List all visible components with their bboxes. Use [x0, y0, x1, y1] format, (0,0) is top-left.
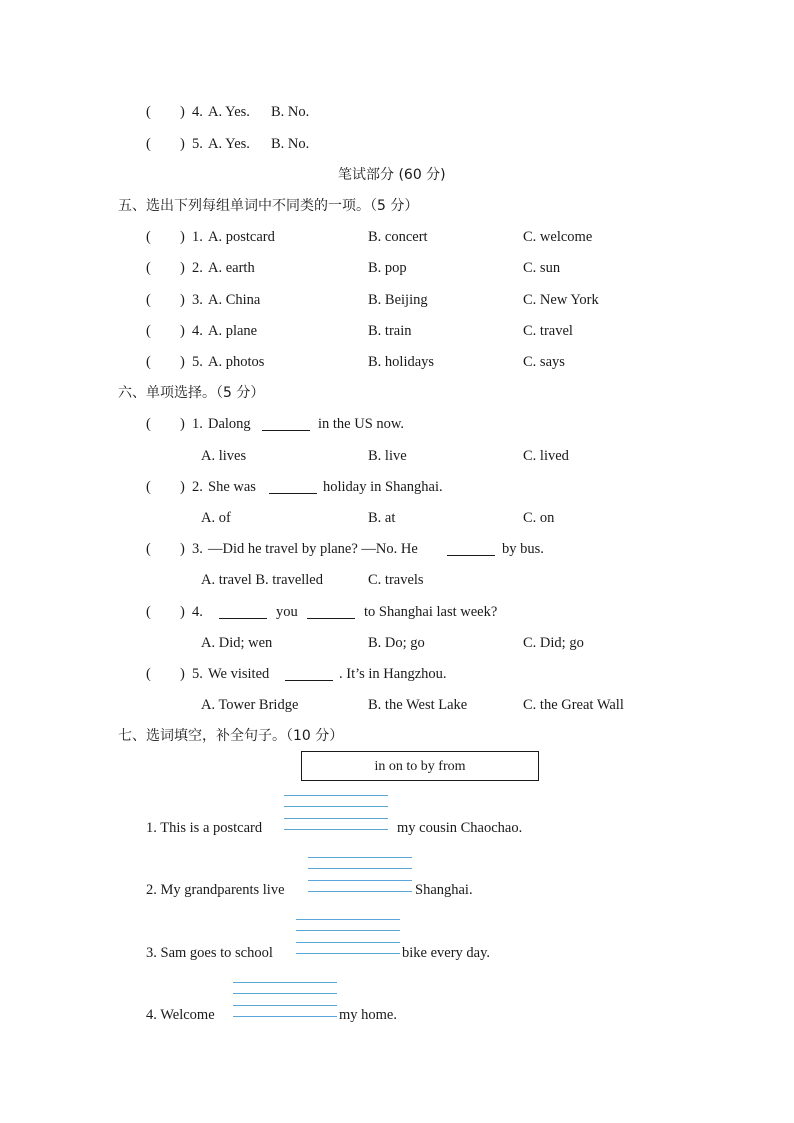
sentence-after: Shanghai. — [415, 882, 473, 898]
answer-paren-close: ) — [180, 136, 185, 152]
option-a: A. postcard — [208, 229, 275, 245]
sentence-before: 2. My grandparents live — [146, 882, 285, 898]
word-bank-box: in on to by from — [301, 751, 539, 781]
option-c: C. lived — [523, 448, 569, 464]
option-c: C. Did; go — [523, 635, 584, 651]
sentence-after: my home. — [339, 1007, 397, 1023]
question-stem-after: . It’s in Hangzhou. — [339, 666, 447, 682]
sentence-before: 3. Sam goes to school — [146, 945, 273, 961]
answer-paren-open: ( — [146, 354, 151, 370]
sentence-after: bike every day. — [402, 945, 491, 961]
option-c: C. welcome — [523, 229, 593, 245]
option-c: C. on — [523, 510, 555, 526]
option-a: A. photos — [208, 354, 265, 370]
option-a: A. Tower Bridge — [201, 697, 299, 713]
answer-blank[interactable] — [447, 540, 495, 556]
answer-paren-close: ) — [180, 292, 185, 308]
writing-lines[interactable] — [233, 982, 337, 1018]
question-number: 4. — [192, 604, 203, 620]
question-stem-before: —Did he travel by plane? —No. He — [208, 541, 418, 557]
answer-paren-open: ( — [146, 541, 151, 557]
question-stem-after: by bus. — [502, 541, 544, 557]
option-a: A. of — [201, 510, 231, 526]
answer-paren-close: ) — [180, 666, 185, 682]
option-a: A. earth — [208, 260, 255, 276]
answer-paren-close: ) — [180, 354, 185, 370]
question-number: 1. — [192, 229, 203, 245]
option-b: B. No. — [271, 136, 310, 152]
answer-paren-open: ( — [146, 260, 151, 276]
option-b: B. pop — [368, 260, 407, 276]
question-number: 3. — [192, 541, 203, 557]
answer-paren-close: ) — [180, 604, 185, 620]
answer-blank[interactable] — [269, 478, 317, 494]
section6-heading: 六、单项选择。（5 分） — [118, 385, 265, 401]
written-part-title: 笔试部分 (60 分) — [338, 167, 446, 183]
answer-paren-open: ( — [146, 666, 151, 682]
question-stem-after: holiday in Shanghai. — [323, 479, 443, 495]
answer-paren-open: ( — [146, 292, 151, 308]
option-b: B. Beijing — [368, 292, 428, 308]
question-number: 2. — [192, 260, 203, 276]
option-c: C. sun — [523, 260, 561, 276]
option-c: C. travel — [523, 323, 573, 339]
answer-blank[interactable] — [285, 665, 333, 681]
answer-blank-2[interactable] — [307, 603, 355, 619]
answer-blank-1[interactable] — [219, 603, 267, 619]
answer-paren-open: ( — [146, 604, 151, 620]
option-a: A. Did; wen — [201, 635, 273, 651]
option-b: B. train — [368, 323, 412, 339]
section7-heading: 七、选词填空，补全句子。（10 分） — [118, 728, 344, 744]
question-number: 4. — [192, 104, 203, 120]
sentence-after: my cousin Chaochao. — [397, 820, 523, 836]
writing-lines[interactable] — [284, 795, 388, 831]
answer-paren-close: ) — [180, 416, 185, 432]
option-a: A. lives — [201, 448, 247, 464]
option-b: B. concert — [368, 229, 428, 245]
answer-paren-open: ( — [146, 104, 151, 120]
option-a: A. plane — [208, 323, 258, 339]
option-c: C. the Great Wall — [523, 697, 624, 713]
answer-paren-open: ( — [146, 229, 151, 245]
option-b: B. No. — [271, 104, 310, 120]
question-stem-after: in the US now. — [318, 416, 405, 432]
sentence-before: 4. Welcome — [146, 1007, 215, 1023]
question-number: 5. — [192, 666, 203, 682]
question-stem-mid: you — [276, 604, 298, 620]
answer-paren-close: ) — [180, 229, 185, 245]
answer-paren-close: ) — [180, 260, 185, 276]
answer-paren-open: ( — [146, 136, 151, 152]
option-b: B. the West Lake — [368, 697, 468, 713]
question-stem-before: Dalong — [208, 416, 251, 432]
option-b: B. holidays — [368, 354, 435, 370]
answer-paren-open: ( — [146, 323, 151, 339]
question-number: 2. — [192, 479, 203, 495]
question-number: 3. — [192, 292, 203, 308]
option-a: A. Yes. — [208, 136, 250, 152]
option-c: C. travels — [368, 572, 424, 588]
option-a: A. Yes. — [208, 104, 250, 120]
answer-paren-open: ( — [146, 479, 151, 495]
option-a-b: A. travel B. travelled — [201, 572, 323, 588]
answer-paren-close: ) — [180, 541, 185, 557]
writing-lines[interactable] — [296, 919, 400, 955]
question-number: 4. — [192, 323, 203, 339]
option-c: C. says — [523, 354, 565, 370]
answer-blank[interactable] — [262, 415, 310, 431]
writing-lines[interactable] — [308, 857, 412, 893]
question-stem-before: We visited — [208, 666, 270, 682]
option-b: B. Do; go — [368, 635, 425, 651]
answer-paren-close: ) — [180, 479, 185, 495]
question-stem-before: She was — [208, 479, 256, 495]
answer-paren-close: ) — [180, 104, 185, 120]
section5-heading: 五、选出下列每组单词中不同类的一项。（5 分） — [118, 198, 419, 214]
option-a: A. China — [208, 292, 261, 308]
sentence-before: 1. This is a postcard — [146, 820, 263, 836]
answer-paren-close: ) — [180, 323, 185, 339]
option-c: C. New York — [523, 292, 599, 308]
question-number: 5. — [192, 354, 203, 370]
question-number: 1. — [192, 416, 203, 432]
option-b: B. live — [368, 448, 407, 464]
option-b: B. at — [368, 510, 396, 526]
answer-paren-open: ( — [146, 416, 151, 432]
question-stem-after: to Shanghai last week? — [364, 604, 498, 620]
question-number: 5. — [192, 136, 203, 152]
